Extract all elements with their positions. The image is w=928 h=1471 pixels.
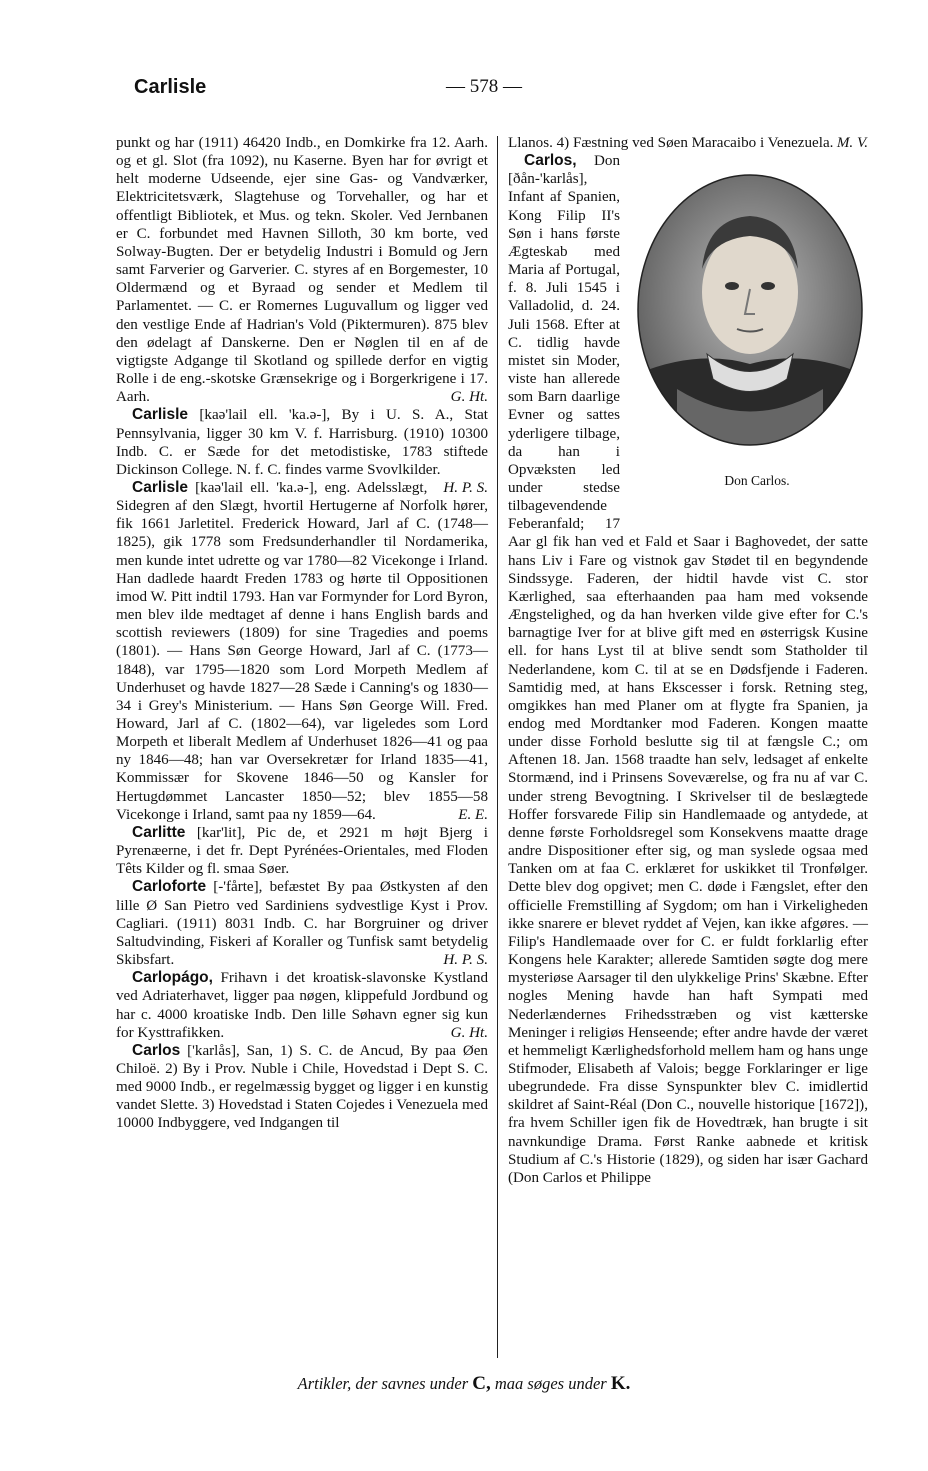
portrait-image: [637, 174, 863, 446]
entry-carlisle-usa: Carlisle [kaə'lail ell. 'ka.ə-], By i U. S. A., Stat Pennsylvania, ligger 30 km V. f. Harrisburg. (1910) 10300 Indb. C. er Sæde for det metodistiske, 1783 stiftede Dickinson College. N. f. C. findes varme Svovlkilder. H. P. S.: [116, 406, 488, 496]
headword: Carlos,: [524, 152, 577, 170]
running-head-word: Carlisle: [134, 76, 207, 98]
author-signature: G. Ht.: [450, 1024, 488, 1041]
paragraph: Llanos. 4) Fæstning ved Søen Maracaibo i Venezuela. M. V.: [508, 135, 868, 151]
entry-carlos-san: Carlos ['karlås], San, 1) S. C. de Ancud, By paa Øen Chiloë. 2) By i Prov. Nuble i Chile, Hovedstad i Dept S. C. med 9000 Indb., er regelmæssig bygget og ligger i en kunstig vandet Slette. 3) Hovedstad i Staten Cojedes i Venezuela med 10000 Indbyggere, ved Indgangen til: [116, 1041, 488, 1132]
entry-carloforte: Carloforte [-'fårte], befæstet By paa Østkysten af den lille Ø San Pietro ved Sardiniens sydvestlige Kyst i Prov. Cagliari. (1911) 8031 Indb. C. har Borgruiner og driver Saltudvinding, Fiskeri af Koraller og Tunfisk samt betydelig Skibsfart. H. P. S.: [116, 878, 488, 969]
figure-caption: Don Carlos.: [724, 473, 790, 489]
author-signature: H. P. S.: [443, 952, 488, 969]
entry-carlitte: Carlitte [kar'lit], Pic de, et 2921 m højt Bjerg i Pyrenæerne, i det fr. Dept Pyrénées-Orientales, med Floden Têts Kilder og fl. smaa Søer.: [116, 823, 488, 878]
entry-carlopago: Carlopágo, Frihavn i det kroatisk-slavonske Kystland ved Adriaterhavet, ligger paa nøgen, klippefuld Jordbund og har c. 4000 kroatiske Indb. Den lille Søhavn egner sig kun for Kysttrafikken. G. Ht.: [116, 969, 488, 1041]
entry-carlisle-family: Carlisle [kaə'lail ell. 'ka.ə-], eng. Adelsslægt, Sidegren af den Slægt, hvortil Hertugerne af Norfolk hører, fik 1661 Jarletitel. Frederick Howard, Jarl af C. (1748—1825), gik 1778 som Fredsunderhandler til Nordamerika, men kunde intet udrette og var 1780—82 Vicekonge i Irland. Han dadlede haardt Freden 1783 og hørte til Oppositionen imod W. Pitt indtil 1793. Han var Formynder for Lord Byron, men blev ilde medtaget af denne i hans English bards and scottish reviewers (1809) for sine Tragedies and poems (1801). — Hans Søn George Howard, Jarl af C. (1773—1848), var 1795—1820 som Lord Morpeth Medlem af Underhuset og havde 1827—28 Sæde i Canning's og 1830—34 i Grey's Ministerium. — Hans Søn George Will. Fred. Howard, Jarl af C. (1802—64), var ligeledes som Lord Morpeth et liberalt Medlem af Underhuset 1826—41 og paa ny 1846—48; han var Oversekretær for Irland 1835—41, Kommissær for Skovene 1846—50 og Kansler for Hertugdømmet Lancaster 1850—52; blev 1855—58 Vicekonge i Irland, samt paa ny 1859—64. E. E.: [116, 478, 488, 823]
author-signature: E. E.: [458, 806, 488, 823]
author-signature: M. V.: [836, 135, 868, 151]
entry-don-carlos: Carlos, Don Carlos. Don [ðån-'karlås], Infant af Spanien, Kong Filip II's Søn i hans første Ægteskab med Maria af Portugal, f. 8. Juli 1545 i Valladolid, d. 24. Juli 1568. Efter at C. tidlig havde mistet sin Moder, viste han allerede som Barn daarlige Evner og sattes yderligere tilbage, da han i Opvæksten led under stedse tilbagevendende Feberanfald; 17 Aar gl fik han ved et Fald et Saar i Baghovedet, der satte hans Liv i Fare og vistnok gav Stødet til en begyndende Sindssyge. Faderen, der hidtil havde vist C. stor Kærlighed, saa efterhaanden paa ham med voksende Ængstelighed, og da han hverken vilde give efter for C.'s barnagtige Iver for at blive gift med en østerrigsk Kusine ell. for hans Lyst til at blive sendt som Statholder til Nederlandene, kom C. til at se en Dødsfjende i Faderen. Samtidig med, at hans Ekscesser i forsk. Retning steg, omgikkes han med Planer om at flygte fra Spanien, ja endog med Mordtanker mod Faderen. Kongen maatte under disse Forhold beslutte sig til at fængsle C.; om Aftenen 18. Jan. 1568 traadte han selv, ledsaget af enkelte Stormænd, ind i Prinsens Soveværelse, og fra nu af var C. under streng Bevogtning. I Skrivelser til de beslægtede Hoffer forsvarede Filip sin Handlemaade og antydede, at denne første Forholdsregel som Konsekvens maatte drage andre Dispositioner efter sig, og man syslede ogsaa med Tanken om at faa C. erklæret for uskikket til Tronfølger. Dette blev dog opgivet; men C. døde i Fængslet, efter den officielle Fremstilling af Sygdom; om han i Virkeligheden ikke snarere er blevet ryddet af Vejen, kan ikke afgøres. — Filip's Handlemaade over for C. er fuldt forklarlig efter Kongens hele Karakter; allerede Samtiden søgte dog mere mysteriøse Aarsager til den ulykkelige Prins' Skæbne. Efter nogles Mening havde han haft Sympati med Nederlændernes Frihedsstræben og vist kætterske Meninger i religiøs Henseende; efter andre havde der været et hemmeligt Kærlighedsforhold mellem ham og hans unge Stifmoder, Elisabeth af Valois; begge Forklaringer er lige ubegrundede. Fra disse Synspunkter blev C. imidlertid skildret af Saint-Réal (Don C., nouvelle historique [1672]), fra hvem Schiller igen fik de Hovedtræk, han brugte i sit navnkundige Drama. Først Ranke aabnede et kritisk Studium af C.'s Historie (1829), og siden har især Gachard (Don Carlos et Philippe: [508, 152, 868, 1186]
headword: Carlos: [132, 1041, 181, 1059]
author-signature: H. P. S.: [443, 479, 488, 496]
headword: Carlisle: [132, 406, 189, 424]
column-rule: [497, 136, 498, 1358]
headword: Carlitte: [132, 823, 186, 841]
headword: Carloforte: [132, 878, 207, 896]
paragraph: punkt og har (1911) 46420 Indb., en Domkirke fra 12. Aarh. og et gl. Slot (fra 1092), nu Kaserne. Byen har for øvrigt et helt moderne Udseende, ejer sine Gas- og Vandværker, Elektricitetsværk, Slagtehuse og Torvehaller, og har et offentligt Bibliotek, et Mus. og tekn. Skoler. Ved Jernbanen er C. forbundet med Havnen Silloth, 30 km borte, ved Solway-Bugten. Der er betydelig Industri i Bomuld og Jern samt Farverier og Garverier. C. styres af en Borgemester, 10 Oldermænd og et Byraad og sender et Medlem til Parlamentet. — C. er Romernes Luguvallum og ligger ved den vestlige Ende af Hadrian's Vold (Piktermuren). 875 blev den ødelagt af Danskerne. Den er Nøglen til en af de vigtigste Adgange til Skotland og spillede derfor en vigtig Rolle i de eng.-skotske Grænsekrige og i Borgerkrigene i 17. Aarh. G. Ht.: [116, 135, 488, 406]
author-signature: G. Ht.: [450, 389, 488, 406]
left-column: [116, 134, 488, 1133]
headword: Carlisle: [132, 478, 189, 496]
footer-note: Artikler, der savnes under C, maa søges under K.: [297, 1373, 631, 1394]
headword: Carlopágo,: [132, 969, 213, 987]
portrait-figure: [630, 152, 868, 522]
right-column: [508, 134, 868, 1187]
page-number: — 578 —: [446, 76, 522, 97]
